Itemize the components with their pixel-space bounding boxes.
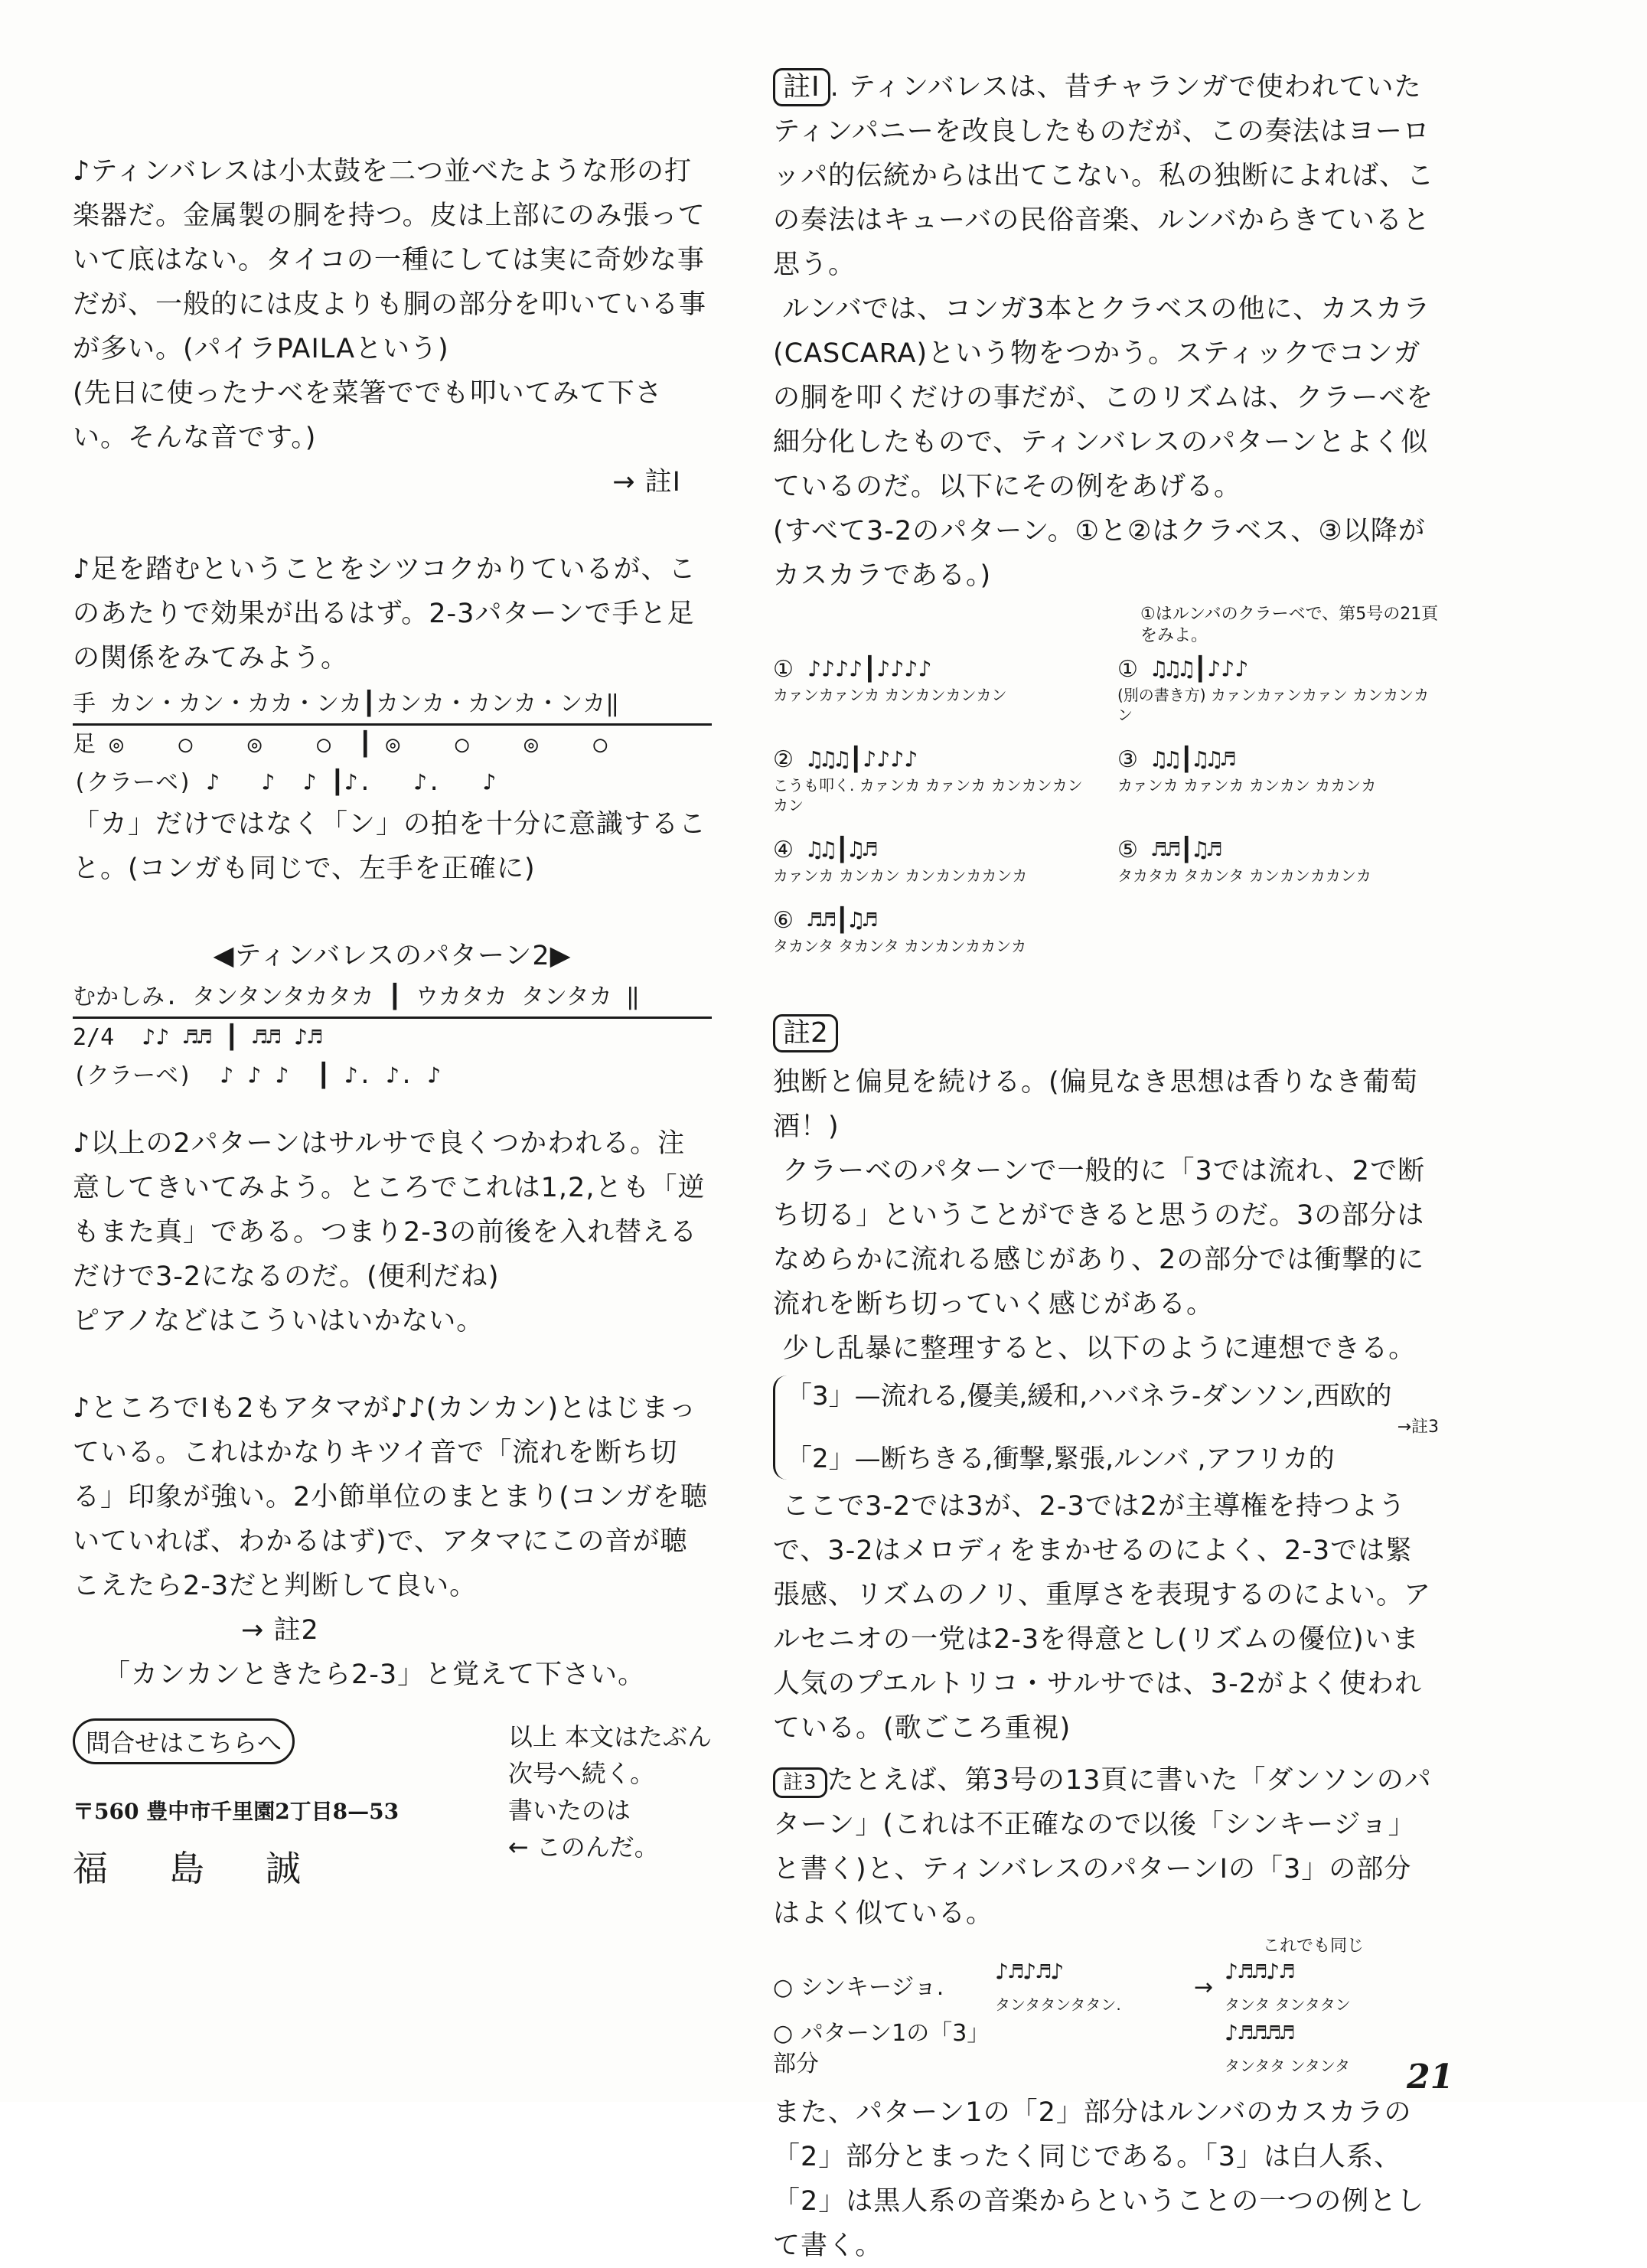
example-1-caption: タンタタンタタン.	[995, 1996, 1121, 2014]
footer-block	[73, 1718, 712, 1891]
pattern-item: ⑥ ♬♬┃♫♬ タカンタ タカンタ カンカンカカンカ	[773, 906, 1094, 956]
pattern-caption: カァンカ カァンカ カンカン カカンカ	[1117, 776, 1377, 795]
score-clave-line: (クラーベ) ♪ ♪ ♪ ┃♪. ♪. ♪	[73, 769, 497, 796]
example-2-label: ○ パターン1の「3」部分	[773, 2020, 990, 2077]
author-name: 福島誠	[73, 1848, 362, 1889]
inquiry-bubble: 問合せはこちらへ	[73, 1718, 295, 1764]
pattern-2-notes-line: 2/4 ♪♪ ♬♬ ┃ ♬♬ ♪♬	[73, 1024, 322, 1051]
pattern-item: ⑤ ♬♬┃♫♬ タカタカ タカンタ カンカンカカンカ	[1117, 835, 1439, 886]
pattern-item: ④ ♫♫┃♫♬ カァンカ カンカン カンカンカカンカ	[773, 835, 1094, 886]
pattern-caption: タカンタ タカンタ カンカンカカンカ	[773, 937, 1027, 955]
pattern-2-label-line: むかしみ. タンタンタカタカ ┃ ウカタカ タンタカ ‖	[73, 978, 712, 1019]
cascara-patterns	[773, 654, 1439, 956]
pattern-item: ② ♫♫♫┃♪♪♪♪ こうも叩く. カァンカ カァンカ カンカンカンカン	[773, 745, 1094, 815]
score-hand-line: 手 カン・カン・カカ・ンカ┃カンカ・カンカ・ンカ‖	[73, 685, 712, 726]
pattern-item: ① ♫♫♫┃♪♪♪ (別の書き方) カァンカァンカァン カンカンカン	[1117, 654, 1439, 725]
note-3-block	[773, 1758, 1439, 1936]
closing-paragraph: また、パターン1の「2」部分はルンバのカスカラの「2」部分とまったく同じである。「3」は白人系、「2」は黒人系の音楽からということの一つの例として書く。	[773, 2097, 1425, 2261]
association-3: 「3」—流れる,優美,緩和,ハバネラ-ダンソン,西欧的	[786, 1381, 1392, 1411]
closing-note: 以上 本文はたぶん 次号へ続く。 書いたのは ← このんだ。	[507, 1722, 712, 1862]
note-1-text: . ティンバレスは、昔チャランガで使われていたティンパニーを改良したものだが、この奏法はヨーロッパ的伝統からは出てこない。私の独断によれば、この奏法はキューバの民俗音楽、ルンバからきていると思う。 ルンバでは、コンガ3本とクラベスの他に、カスカラ(CASCARA)という物をつかう。スティックでコンガの胴を叩くだけの事だが、このリズムは、クラーベを細分化したもので、ティンバレスのパターンとよく似ているのだ。以下にその例をあげる。 (すべて3-2のパターン。①と②はクラベス、③以降がカスカラである。)	[773, 72, 1435, 591]
example-row-1	[773, 1957, 1439, 2018]
note-3-reference: →註3	[1397, 1418, 1439, 1437]
note-1-block	[773, 65, 1439, 598]
pattern-item: ③ ♫♫┃♫♫♬ カァンカ カァンカ カンカン カカンカ	[1117, 745, 1439, 815]
pattern-item: ① ♪♪♪♪┃♪♪♪♪ カァンカァンカ カンカンカンカン	[773, 654, 1094, 725]
example-2-alt-notes: ♪♬♬♬♬	[1225, 2020, 1294, 2047]
address: 〒560 豊中市千里園2丁目8—53	[73, 1799, 400, 1824]
right-column	[773, 65, 1439, 2268]
hand-foot-score	[73, 685, 712, 802]
note-1-reference: → 註Ⅰ	[612, 467, 681, 498]
pattern-caption: こうも叩く. カァンカ カァンカ カンカンカンカン	[773, 776, 1083, 814]
page-number: 21	[1407, 2058, 1454, 2097]
left-column	[73, 149, 712, 1891]
note-2-text: 独断と偏見を続ける。(偏見なき思想は香りなき葡萄酒！) クラーベのパターンで一般的に「3では流れ、2で断ち切る」ということができると思うのだ。3の部分はなめらかに流れる感じがあり、2の部分では衝撃的に流れを断ち切っていく感じがある。 少し乱暴に整理すると、以下のように連想できる。	[773, 1067, 1426, 1364]
note-2-reference: → 註2	[241, 1615, 319, 1646]
association-block	[773, 1375, 1439, 1480]
pattern-caption: カァンカ カンカン カンカンカカンカ	[773, 866, 1028, 885]
note-1-label: 註Ⅰ	[773, 68, 830, 106]
note-3-label: 註3	[773, 1767, 827, 1798]
salsa-paragraph: ♪以上の2パターンはサルサで良くつかわれる。注意してきいてみよう。ところでこれは1,2,とも「逆もまた真」である。つまり2-3の前後を入れ替えるだけで3-2になるのだ。(便利だね) ピアノなどはこういはいかない。	[73, 1128, 706, 1336]
pattern-caption: (別の書き方) カァンカァンカァン カンカンカン	[1117, 686, 1430, 724]
pattern-2-clave-line: (クラーベ) ♪ ♪ ♪ ┃ ♪. ♪. ♪	[73, 1062, 442, 1089]
sinkijo-examples	[773, 1936, 1439, 2080]
example-1-label: ○ シンキージョ.	[773, 1974, 944, 2001]
contact-block	[73, 1718, 399, 1891]
score-foot-line: 足 ◎ ○ ◎ ○ ┃ ◎ ○ ◎ ○	[73, 731, 608, 758]
pattern-2-score	[73, 978, 712, 1095]
note-3-text: たとえば、第3号の13頁に書いた「ダンソンのパターン」(これは不正確なので以後「シンキージョ」と書く)と、ティンバレスのパターンⅠの「3」の部分はよく似ている。	[773, 1765, 1432, 1929]
memo-line: 「カンカンときたら2-3」と覚えて下さい。	[103, 1659, 646, 1690]
arrow-icon: →	[1194, 1974, 1214, 2001]
intro-paragraph: ♪ティンバレスは小太鼓を二つ並べたような形の打楽器だ。金属製の胴を持つ。皮は上部にのみ張っていて底はない。タイコの一種にしては実に奇妙な事だが、一般的には皮よりも胴の部分を叩いている事が多い。(パイラPAILAという) (先日に使ったナベを菜箸ででも叩いてみて下さい。そんな音です。)	[73, 156, 707, 453]
example-1-notes: ♪♬♪♬♪	[995, 1959, 1065, 1986]
note-1-aside: ①はルンバのクラーベで、第5号の21頁をみよ。	[1140, 605, 1439, 645]
example-row-2	[773, 2018, 1439, 2080]
example-1-alt-caption: タンタ タンタタン	[1225, 1996, 1351, 2014]
kankan-paragraph: ♪ところでⅠも2もアタマが♪♪(カンカン)とはじまっている。これはかなりキツイ音で「流れを断ち切る」印象が強い。2小節単位のまとまり(コンガを聴いていれば、わかるはず)で、アタマにこの音が聴こえたら2-3だと判断して良い。	[73, 1393, 708, 1601]
association-2: 「2」—断ちきる,衝撃,緊張,ルンバ ,アフリカ的	[786, 1444, 1335, 1474]
example-2-alt-caption: タンタタ ンタンタ	[1225, 2057, 1350, 2075]
note-2-text-continued: ここで3-2では3が、2-3では2が主導権を持つようで、3-2はメロディをまかせるのによく、2-3では緊張感、リズムのノリ、重厚さを表現するのによい。アルセニオの一党は2-3を得意とし(リズムの優位)いま人気のプエルトリコ・サルサでは、3-2がよく使われている。(歌ごころ重視)	[773, 1491, 1432, 1744]
pattern-caption: タカタカ タカンタ カンカンカカンカ	[1117, 866, 1371, 885]
accent-paragraph: 「カ」だけではなく「ン」の拍を十分に意識すること。(コンガも同じで、左手を正確に)	[73, 809, 707, 884]
pattern-caption: カァンカァンカ カンカンカンカン	[773, 686, 1007, 704]
pattern-2-title: ◀ティンバレスのパターン2▶	[213, 941, 572, 971]
example-1-alt-notes: ♪♬♬♪♬	[1225, 1959, 1294, 1986]
foot-paragraph: ♪足を踏むということをシツコクかりているが、このあたりで効果が出るはず。2-3パターンで手と足の関係をみてみよう。	[73, 554, 696, 674]
examples-header: これでも同じ	[1263, 1937, 1365, 1956]
note-2-label: 註2	[773, 1014, 838, 1052]
